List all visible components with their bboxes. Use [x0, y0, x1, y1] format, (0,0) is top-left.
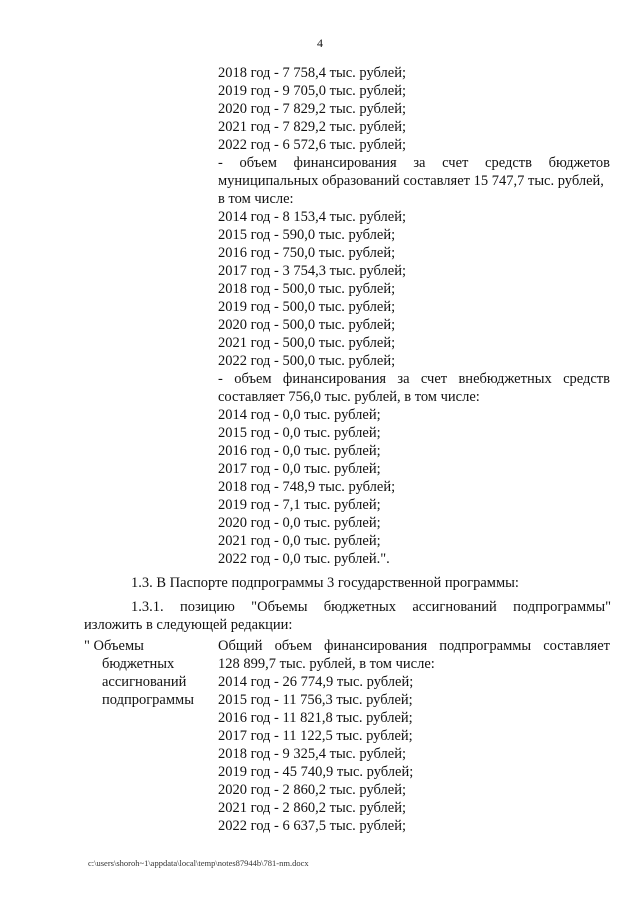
regional-budget-years — [218, 64, 610, 568]
year-line: 2018 год - 7 758,4 тыс. рублей; — [218, 65, 406, 81]
total-funding-line1: Общий объем финансирования подпрограммы составляет — [218, 638, 610, 654]
year-line: 2022 год - 500,0 тыс. рублей; — [218, 353, 396, 369]
year-line: 2018 год - 500,0 тыс. рублей; — [218, 281, 396, 297]
year-line: 2018 год - 748,9 тыс. рублей; — [218, 479, 396, 495]
year-line: 2014 год - 8 153,4 тыс. рублей; — [218, 209, 406, 225]
year-line: 2022 год - 6 572,6 тыс. рублей; — [218, 137, 406, 153]
total-funding-line2: 128 899,7 тыс. рублей, в том числе: — [218, 656, 435, 672]
position-label: ассигнований — [102, 674, 187, 690]
year-line: 2015 год - 11 756,3 тыс. рублей; — [218, 692, 413, 708]
position-label: подпрограммы — [102, 692, 194, 708]
year-line: 2021 год - 2 860,2 тыс. рублей; — [218, 800, 406, 816]
section-1-3 — [131, 574, 611, 592]
year-line: 2020 год - 500,0 тыс. рублей; — [218, 317, 396, 333]
position-label: бюджетных — [102, 656, 175, 672]
year-line: 2020 год - 7 829,2 тыс. рублей; — [218, 101, 406, 117]
table-left-column — [84, 637, 214, 709]
extrabudget-funding-line1: - объем финансирования за счет внебюджетных средств — [218, 371, 610, 387]
section-1-3-1-line2: изложить в следующей редакции: — [84, 617, 293, 633]
section-1-3-text: 1.3. В Паспорте подпрограммы 3 государственной программы: — [131, 575, 519, 591]
year-line: 2015 год - 590,0 тыс. рублей; — [218, 227, 396, 243]
extrabudget-funding-line2: составляет 756,0 тыс. рублей, в том числе: — [218, 389, 480, 405]
year-line: 2019 год - 500,0 тыс. рублей; — [218, 299, 396, 315]
municipal-funding-line3: в том числе: — [218, 191, 294, 207]
footer-file-path: c:\users\shoroh~1\appdata\local\temp\notes87944b\781-nm.docx — [88, 858, 309, 868]
year-line: 2017 год - 11 122,5 тыс. рублей; — [218, 728, 413, 744]
year-line: 2015 год - 0,0 тыс. рублей; — [218, 425, 381, 441]
year-line: 2021 год - 500,0 тыс. рублей; — [218, 335, 396, 351]
year-line: 2022 год - 6 637,5 тыс. рублей; — [218, 818, 406, 834]
year-line: 2016 год - 750,0 тыс. рублей; — [218, 245, 396, 261]
year-line: 2021 год - 0,0 тыс. рублей; — [218, 533, 381, 549]
year-line: 2022 год - 0,0 тыс. рублей.". — [218, 551, 390, 567]
page-number: 4 — [317, 36, 323, 50]
year-line: 2019 год - 7,1 тыс. рублей; — [218, 497, 381, 513]
year-line: 2017 год - 3 754,3 тыс. рублей; — [218, 263, 406, 279]
year-line: 2014 год - 0,0 тыс. рублей; — [218, 407, 381, 423]
year-line: 2014 год - 26 774,9 тыс. рублей; — [218, 674, 414, 690]
year-line: 2019 год - 45 740,9 тыс. рублей; — [218, 764, 414, 780]
year-line: 2018 год - 9 325,4 тыс. рублей; — [218, 746, 406, 762]
municipal-funding-line2: муниципальных образований составляет 15 747,7 тыс. рублей, — [218, 173, 604, 189]
section-1-3-1 — [84, 598, 611, 634]
year-line: 2020 год - 0,0 тыс. рублей; — [218, 515, 381, 531]
position-label: " Объемы — [84, 638, 144, 654]
year-line: 2020 год - 2 860,2 тыс. рублей; — [218, 782, 406, 798]
table-right-column — [218, 637, 610, 835]
year-line: 2016 год - 11 821,8 тыс. рублей; — [218, 710, 413, 726]
year-line: 2016 год - 0,0 тыс. рублей; — [218, 443, 381, 459]
year-line: 2019 год - 9 705,0 тыс. рублей; — [218, 83, 406, 99]
year-line: 2017 год - 0,0 тыс. рублей; — [218, 461, 381, 477]
municipal-funding-line1: - объем финансирования за счет средств бюджетов — [218, 155, 610, 171]
year-line: 2021 год - 7 829,2 тыс. рублей; — [218, 119, 406, 135]
section-1-3-1-line1: 1.3.1. позицию "Объемы бюджетных ассигнований подпрограммы" — [131, 599, 611, 615]
